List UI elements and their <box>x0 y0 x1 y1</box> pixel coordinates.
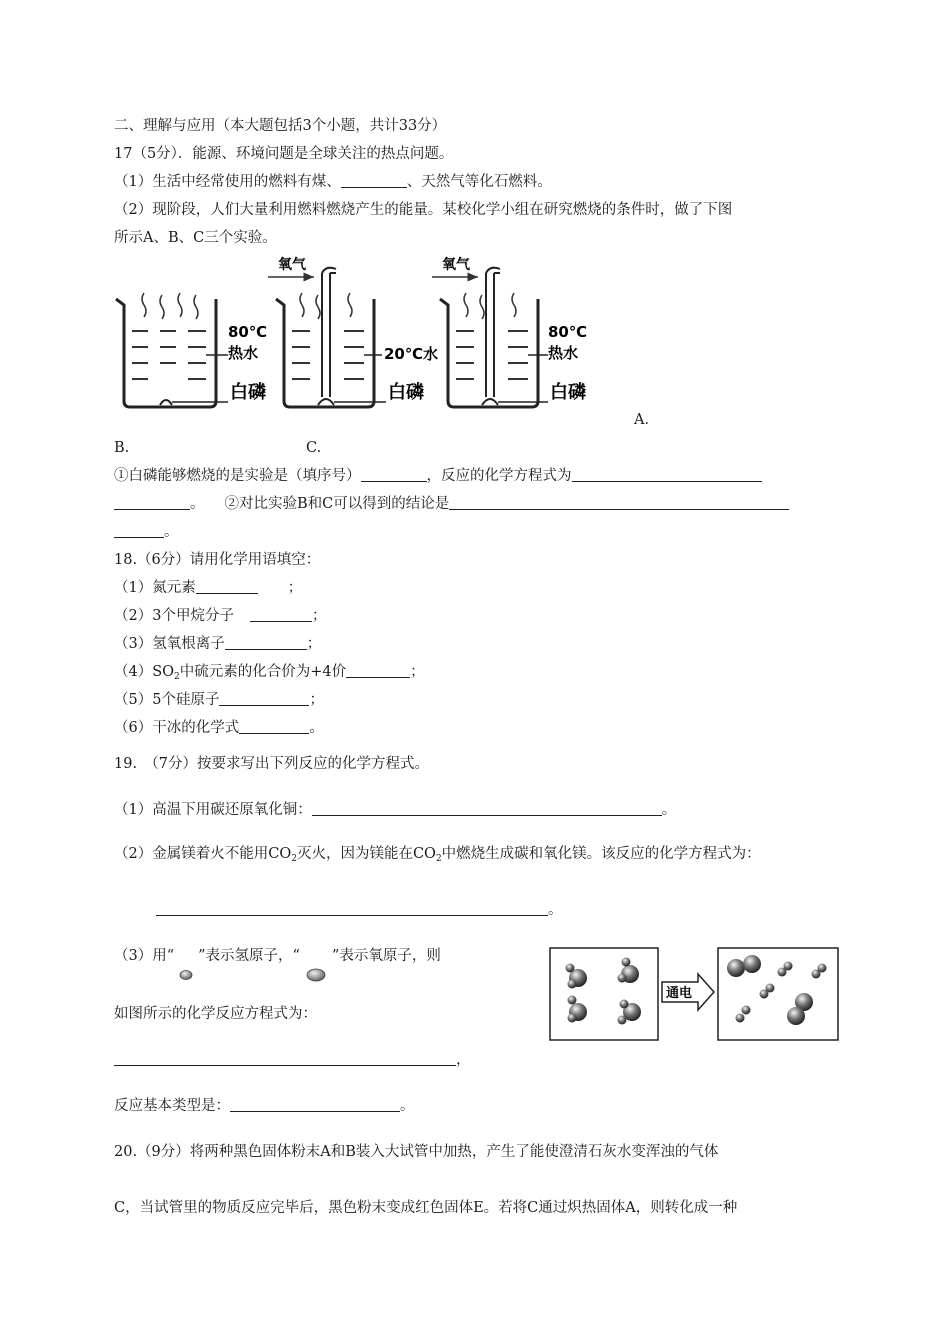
answer-blank[interactable] <box>196 578 258 594</box>
q17-sub2-text: ②对比实验B和C可以得到的结论是 <box>224 496 450 512</box>
q19-reaction-type-end: 。 <box>400 1098 415 1114</box>
answer-blank[interactable] <box>219 690 309 706</box>
beaker-a-temp: 80℃ <box>228 323 268 341</box>
q19-reaction-type-label: 反应基本类型是： <box>114 1098 230 1114</box>
q18-item-text: （3）氢氧根离子 <box>114 636 225 652</box>
q18-item-end: ； <box>309 692 324 708</box>
q18-item-end: ； <box>306 636 322 652</box>
q20-line2: C，当试管里的物质反应完毕后，黑色粉末变成红色固体E。若将C通过炽热固体A，则转化成一种 <box>114 1200 738 1216</box>
subscript: 2 <box>291 854 297 864</box>
q18-item-5 <box>114 690 324 710</box>
q18-item-end: 。 <box>309 720 324 736</box>
q19-part3-text: ”表示氢原子，“ <box>198 948 300 964</box>
q17-sub1-text-b: ，反应的化学方程式为 <box>426 468 572 484</box>
reactants-box <box>550 948 658 1040</box>
subscript: 2 <box>174 672 180 682</box>
q18-title: 18.（6分）请用化学用语填空： <box>114 552 321 568</box>
answer-blank[interactable] <box>156 900 548 916</box>
q18-item-text: （4）SO <box>114 664 175 680</box>
q19-part3-line2: 如图所示的化学反应方程式为： <box>114 1006 317 1022</box>
answer-blank[interactable] <box>361 466 427 482</box>
q17-sub2-end: 。 <box>164 524 179 540</box>
q18-item-2 <box>114 606 326 626</box>
beaker-c-water: 热水 <box>548 344 579 362</box>
q17-sub2-cont <box>114 522 179 542</box>
q18-item-text: （2）3个甲烷分子 <box>114 608 234 624</box>
beaker-c <box>432 268 548 407</box>
figure-label-a: A． <box>634 412 659 428</box>
q18-item-text: （1）氮元素 <box>114 580 196 596</box>
q19-part2-end: 。 <box>548 902 563 918</box>
q18-item-1 <box>114 578 302 598</box>
q19-part2-answer <box>156 900 563 920</box>
q19-part3-end: ， <box>456 1052 471 1068</box>
beaker-c-phosphorus: 白磷 <box>550 382 586 403</box>
answer-blank[interactable] <box>225 634 307 650</box>
beaker-a-water: 热水 <box>228 344 259 362</box>
beaker-c-oxygen: 氧气 <box>442 257 470 273</box>
beaker-a-phosphorus: 白磷 <box>230 382 266 403</box>
q18-item-end: ； <box>410 664 425 680</box>
q19-part3-line1 <box>114 946 441 966</box>
combustion-experiment-figure <box>110 255 610 413</box>
q19-part3-answer <box>114 1050 471 1070</box>
q17-sub1-text-a: ①白磷能够燃烧的是实验是（填序号） <box>114 468 361 484</box>
q19-title: 19. （7分）按要求写出下列反应的化学方程式。 <box>114 756 430 772</box>
q17-part1-text-b: 、天然气等化石燃料。 <box>406 174 552 190</box>
q19-part1-text: （1）高温下用碳还原氧化铜： <box>114 802 312 818</box>
q17-title: 17（5分）．能源、环境问题是全球关注的热点问题。 <box>114 146 454 162</box>
q19-part2 <box>114 844 761 869</box>
q19-part1-end: 。 <box>661 802 677 818</box>
answer-blank[interactable] <box>250 606 312 622</box>
arrow-label: 通电 <box>666 986 693 1001</box>
beaker-b-phosphorus: 白磷 <box>388 382 424 403</box>
q18-item-6 <box>114 718 324 738</box>
q17-part1-text-a: （1）生活中经常使用的燃料有煤、 <box>114 174 341 190</box>
q19-part2-text: 中燃烧生成碳和氧化镁。该反应的化学方程式为： <box>441 846 761 862</box>
beaker-b <box>268 268 386 407</box>
q19-part3-text: ”表示氧原子，则 <box>331 948 441 964</box>
q18-item-end: ； <box>287 580 303 596</box>
q19-part2-text: （2）金属镁着火不能用CO <box>114 846 292 862</box>
q19-reaction-type <box>114 1096 415 1116</box>
q17-sub2 <box>114 494 789 514</box>
answer-blank[interactable] <box>572 466 762 482</box>
beaker-a <box>116 293 228 407</box>
electrolysis-diagram <box>548 946 842 1042</box>
q17-part2-line1: （2）现阶段，人们大量利用燃料燃烧产生的能量。某校化学小组在研究燃烧的条件时，做了下图 <box>114 202 733 218</box>
beaker-c-temp: 80℃ <box>548 323 588 341</box>
figure-label-b: B. <box>114 440 130 456</box>
q18-item-text: 中硫元素的化合价为+4价 <box>179 664 347 680</box>
q18-item-3 <box>114 634 321 654</box>
answer-blank[interactable] <box>230 1096 400 1112</box>
answer-blank[interactable] <box>312 800 662 816</box>
q18-item-text: （5）5个硅原子 <box>114 692 220 708</box>
answer-blank[interactable] <box>114 522 164 538</box>
q19-part3-text: （3）用“ <box>114 948 175 964</box>
q20-line1: 20.（9分）将两种黑色固体粉末A和B装入大试管中加热，产生了能使澄清石灰水变浑浊的气体 <box>114 1144 719 1160</box>
q17-sub1 <box>114 466 762 486</box>
q19-part2-text: 灭火，因为镁能在CO <box>296 846 436 862</box>
q18-item-4 <box>114 662 425 687</box>
subscript: 2 <box>435 854 442 864</box>
beaker-b-oxygen: 氧气 <box>278 257 306 273</box>
answer-blank[interactable] <box>341 172 407 188</box>
section-heading: 二、理解与应用（本大题包括3个小题，共计33分） <box>114 118 447 134</box>
q17-part1 <box>114 172 552 192</box>
q17-part2-line2: 所示A、B、C三个实验。 <box>114 230 277 246</box>
answer-blank[interactable] <box>449 494 789 510</box>
q18-item-text: （6）干冰的化学式 <box>114 720 240 736</box>
answer-blank[interactable] <box>346 662 410 678</box>
figure-label-c: C. <box>306 440 322 456</box>
answer-blank[interactable] <box>239 718 309 734</box>
q19-part1 <box>114 800 676 820</box>
answer-blank[interactable] <box>114 1050 456 1066</box>
q18-item-end: ； <box>311 608 327 624</box>
answer-blank[interactable] <box>114 494 190 510</box>
q17-sub2-period: 。 <box>190 496 205 512</box>
beaker-b-water: 20℃水 <box>384 345 439 363</box>
